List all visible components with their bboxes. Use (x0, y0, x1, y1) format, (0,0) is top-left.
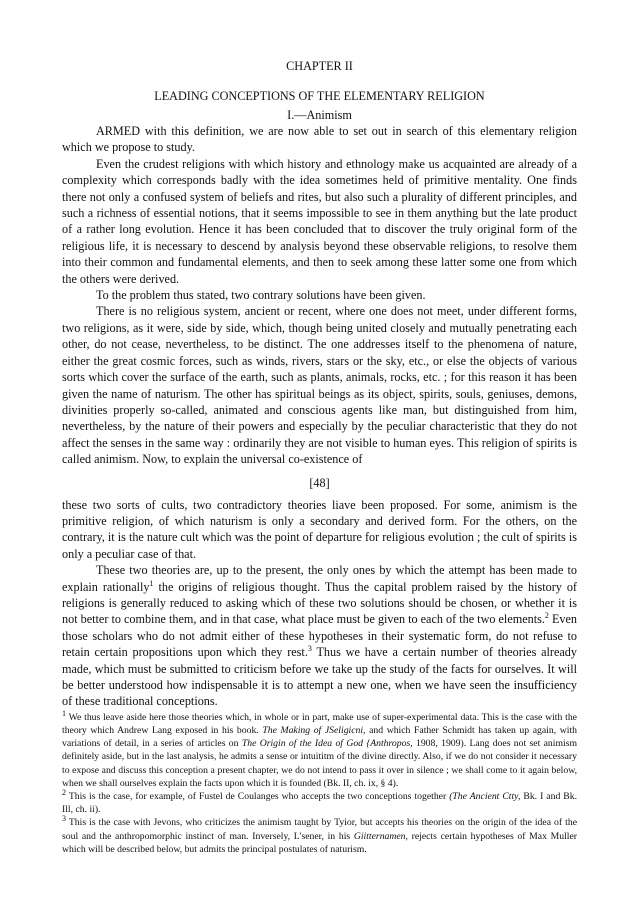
footnote-text: This is the case with Jevons, who criticizes the animism taught by Tyior, but accepts his theories on the origin of the idea of the soul and the anthropomorphic instinct of man. Inversely, L'sener, in his (62, 817, 577, 842)
footnotes (62, 708, 578, 856)
paragraph-text: These two theories are, up to the present, the only ones by which the attempt has been made to explain rationally (62, 563, 577, 594)
footnote-mark: 3 (62, 814, 66, 824)
footnote-ref: 2 (544, 611, 549, 621)
paragraph: ARMED with this definition, we are now able to set out in search of this elementary religion which we propose to study. (62, 124, 577, 155)
paragraph: these two sorts of cults, two contradictory theories liave been proposed. For some, animism is the primitive religion, of which naturism is only a secondary and derived form. For the others, on the contrary, it is the nature cult which was the point of departure for religious evolution ; the cult of spirits is only a peculiar case of that. (62, 497, 577, 561)
footnote-text: Bk. I and Bk. Ill, ch. ii). (62, 791, 578, 816)
footnote-text: We thus leave aside here those theories which, in whole or in part, make use of super-experimental data. This is the case with the theory which Andrew Lang exposed in his book. (62, 711, 577, 737)
footnote-mark: 2 (62, 787, 66, 797)
footnote-text: This is the case, for example, of Fustel de Coulanges who accepts the two conceptions together (66, 791, 450, 803)
page-number: [48] (309, 475, 330, 490)
footnote-ref: 3 (307, 644, 312, 654)
paragraph: Even the crudest religions with which history and ethnology make us acquainted are already of a complexity which corresponds badly with the idea sometimes held of primitive mentality. One finds there not only a confused system of beliefs and rites, but also such a plurality of different principles, and such a richness of essential notions, that it seems impossible to see in them anything but the late product of a rather long evolution. Hence it has been concluded that to discover the truly original form of the religious life, it is necessary to descend by analysis beyond these observable religions, to resolve them into their common and fundamental elements, and then to seek among these latter some one from which the others were derived. (62, 156, 577, 286)
footnote-1 (62, 708, 577, 790)
paragraph: To the problem thus stated, two contrary solutions have been given. (96, 288, 426, 303)
footnote-title: Giitternamen, (353, 830, 408, 842)
footnote-3 (62, 816, 577, 856)
document-page (62, 58, 577, 856)
chapter-heading: CHAPTER II (286, 59, 353, 73)
paragraph-text: Even those scholars who do not admit either of these hypotheses in their systematic form, do not refuse to retain certain propositions upon which they rest. (62, 612, 577, 660)
paragraph-with-footnote-refs (62, 562, 577, 710)
footnote-2 (62, 787, 578, 816)
footnote-ref: 1 (149, 578, 154, 588)
paragraph-text: Thus we have a certain number of theories already made, which must be submitted to criticism before we take up the study of the facts for ourselves. It will be better understood how indispensable it is to attempt a new one, when we have seen the insufficiency of these traditional conceptions. (62, 645, 577, 709)
footnote-title: The Making of JSeligicni, (262, 725, 366, 737)
footnote-text: and which Father Schmidt has taken up again, with variations of detail, in a series of articles on (62, 725, 577, 750)
paragraph: There is no religious system, ancient or recent, where one does not meet, under different forms, two religions, as it were, side by side, which, though being united closely and mutually penetrating each other, do not cease, nevertheless, to be distinct. The one addresses itself to the phenomena of nature, either the great cosmic forces, such as winds, rivers, stars or the sky, etc., or else the objects of various sorts which cover the surface of the earth, such as plants, animals, rocks, etc. ; for this reason it has been given the name of naturism. The other has spiritual beings as its object, spirits, souls, geniuses, demons, divinities properly so-called, animated and conscious agents like man, but distinguished from him, nevertheless, by the nature of their powers and especially by the peculiar characteristic that they do not affect the senses in the same way : ordinarily they are not visible to human eyes. This religion of spirits is called animism. Now, to explain the universal co-existence of (62, 304, 577, 467)
footnote-title: The Origin of the Idea of God {Anthropos, (241, 738, 413, 750)
footnote-text: rejects certain hypotheses of Max Muller which will be described below, but admits the principal postulates of naturism. (62, 830, 578, 855)
paragraph-text: the origins of religious thought. Thus the capital problem raised by the history of religions is generally reduced to asking which of these two solutions should be chosen, or whether it is not better to combine them, and in that case, what place must be given to each of the two elements. (62, 579, 577, 627)
section-title: I.—Animism (287, 108, 352, 122)
footnote-text: 1908, 1909). Lang does not set animism definitely aside, but in the last analysis, he admits a sense or intuititm of the divine directly. Also, if we do not consider it necessary to expose and discuss this conception a present chapter, we do not intend to pass it over in silence ; we shall come to it again below, when we shall ourselves explain the facts upon which it is founded (Bk. II, ch. ix, § 4). (62, 738, 577, 789)
footnote-mark: 1 (62, 708, 66, 718)
chapter-title: LEADING CONCEPTIONS OF THE ELEMENTARY RELIGION (154, 89, 485, 103)
footnote-title: (The Ancient Ctty, (449, 791, 521, 803)
